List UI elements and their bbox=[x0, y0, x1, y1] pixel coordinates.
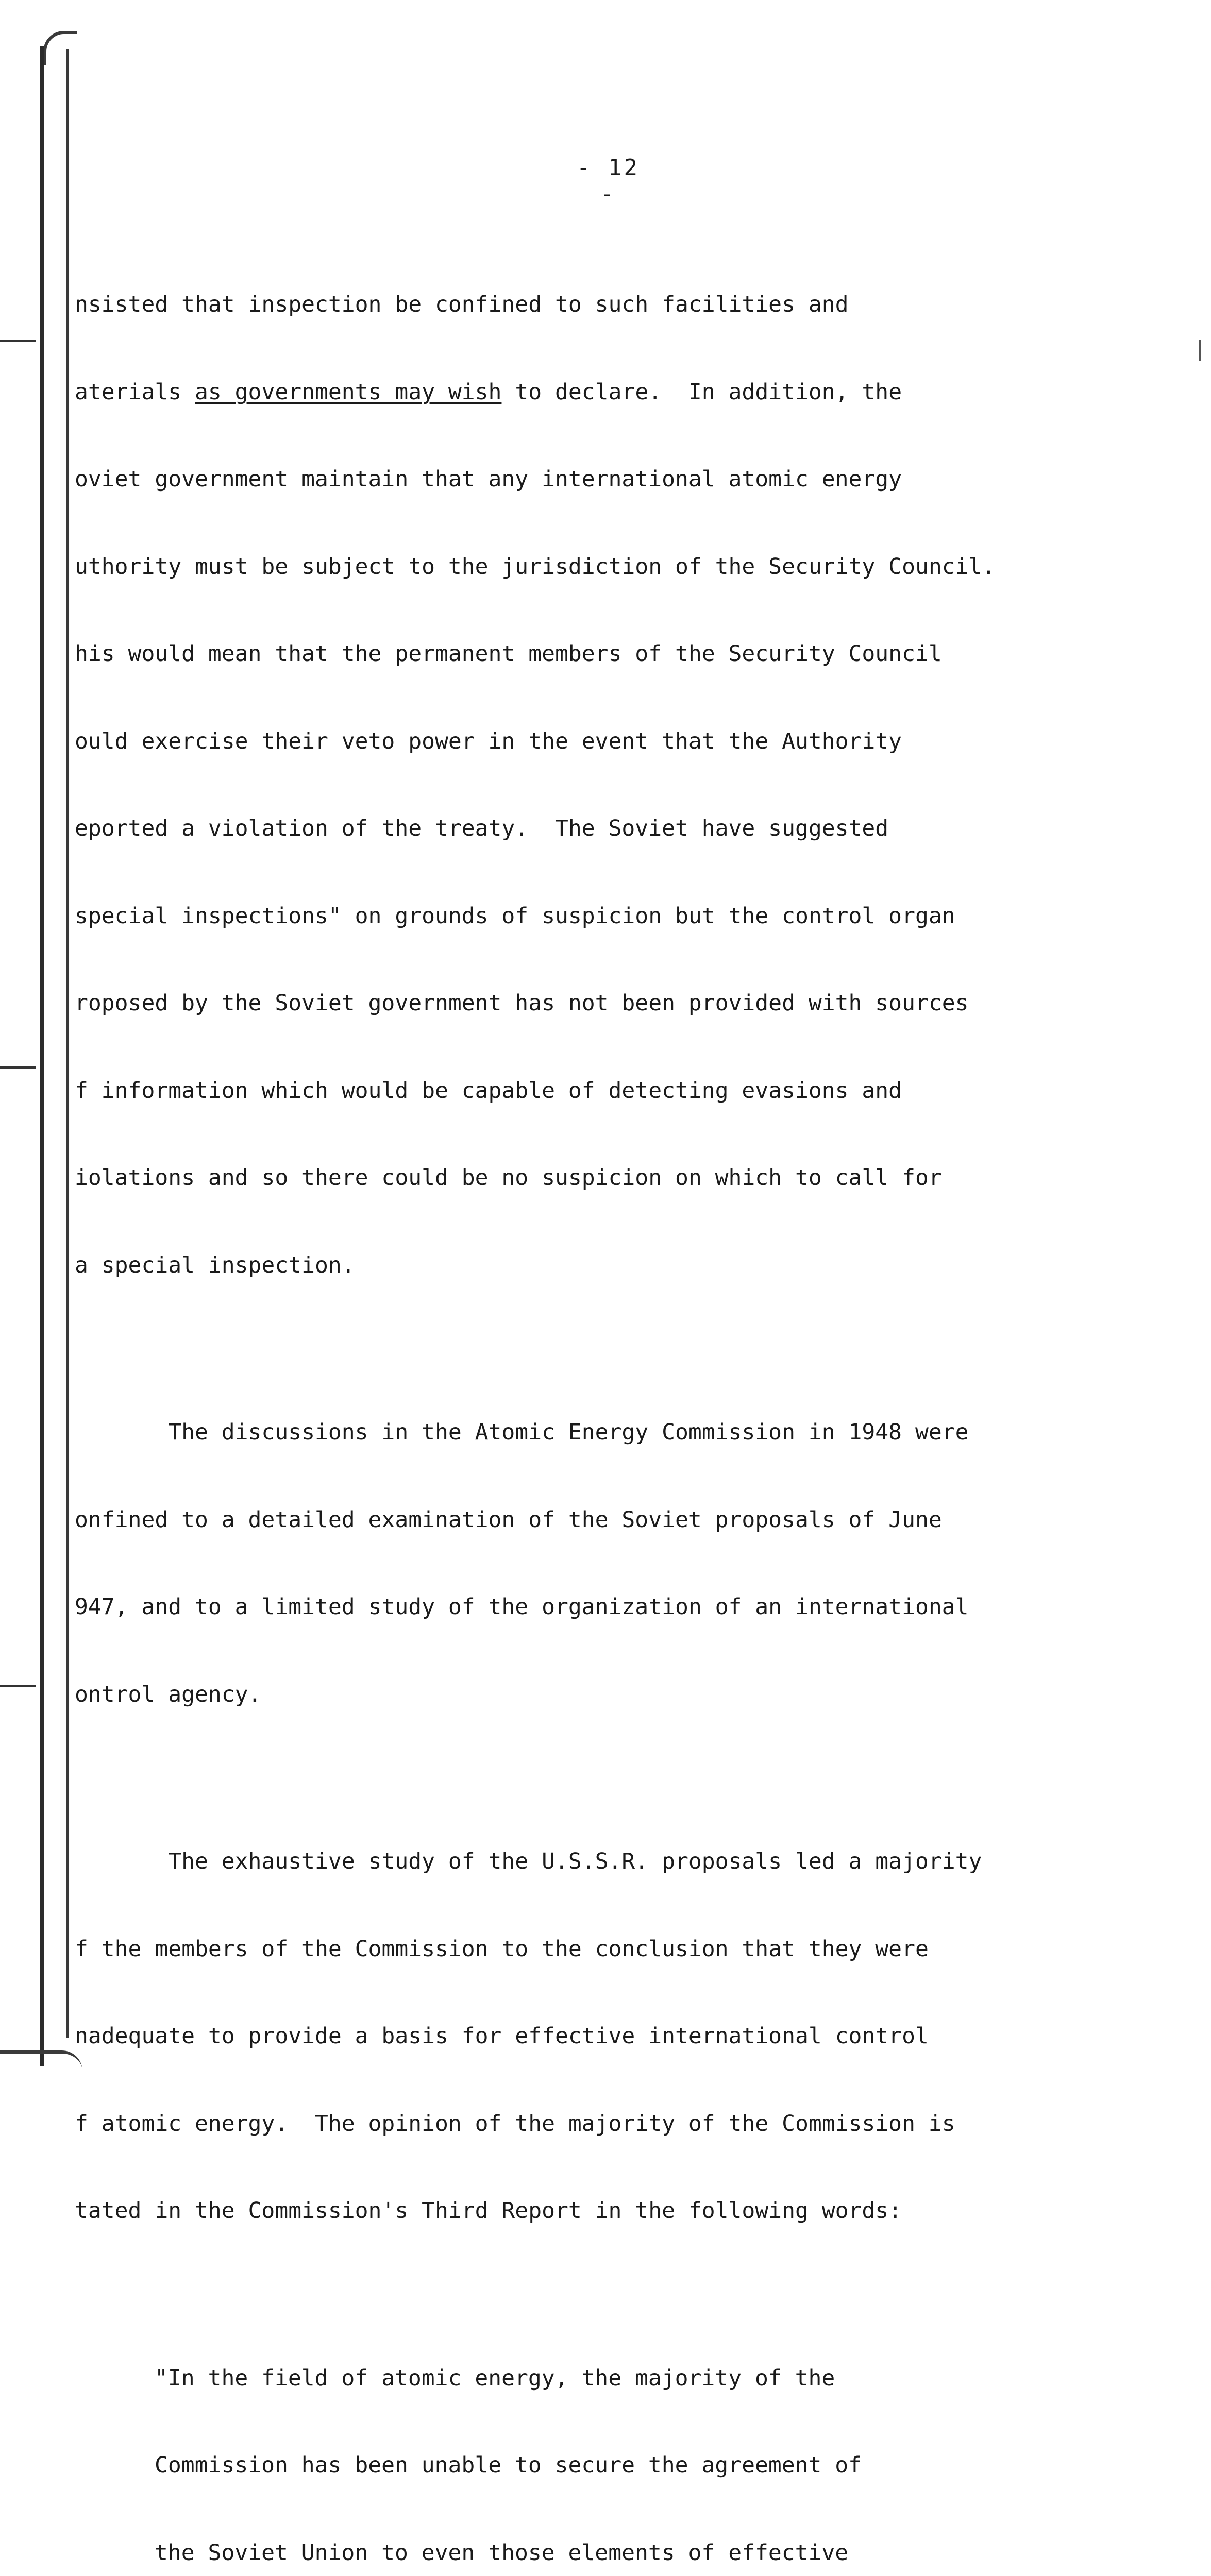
text-line: onfined to a detailed examination of the Soviet proposals of June bbox=[75, 1505, 1183, 1535]
underlined-phrase: as governments may wish bbox=[195, 379, 501, 405]
text-line: f information which would be capable of detecting evasions and bbox=[75, 1076, 1183, 1106]
text-line: tated in the Commission's Third Report in the following words: bbox=[75, 2196, 1183, 2226]
document-body bbox=[75, 232, 1183, 2576]
text-line: a special inspection. bbox=[75, 1251, 1183, 1280]
page-edge-line bbox=[40, 46, 44, 2066]
text-line: The exhaustive study of the U.S.S.R. proposals led a majority bbox=[75, 1847, 1183, 1876]
text-line: "In the field of atomic energy, the majority of the bbox=[155, 2364, 1183, 2393]
paragraph bbox=[75, 1789, 1183, 2284]
text-line: his would mean that the permanent members of the Security Council bbox=[75, 639, 1183, 669]
page-margin-line bbox=[66, 49, 69, 2038]
text-line: nsisted that inspection be confined to such facilities and bbox=[75, 290, 1183, 319]
text-line: special inspections" on grounds of suspicion but the control organ bbox=[75, 902, 1183, 931]
text-line: f atomic energy. The opinion of the majority of the Commission is bbox=[75, 2109, 1183, 2139]
margin-rule bbox=[0, 340, 36, 342]
block-quote bbox=[75, 2306, 1183, 2576]
text-line: roposed by the Soviet government has not been provided with sources bbox=[75, 989, 1183, 1018]
text-line: eported a violation of the treaty. The Soviet have suggested bbox=[75, 814, 1183, 843]
margin-mark bbox=[1199, 340, 1201, 361]
text-line: The discussions in the Atomic Energy Commission in 1948 were bbox=[75, 1418, 1183, 1447]
page-edge-curve bbox=[43, 31, 77, 65]
text-line: the Soviet Union to even those elements of effective bbox=[155, 2538, 1183, 2568]
paragraph bbox=[75, 232, 1183, 1338]
text-line: f the members of the Commission to the conclusion that they were bbox=[75, 1935, 1183, 1964]
paragraph bbox=[75, 1360, 1183, 1767]
text-line: 947, and to a limited study of the organization of an international bbox=[75, 1592, 1183, 1622]
margin-rule bbox=[0, 1066, 36, 1069]
text-line: nadequate to provide a basis for effective international control bbox=[75, 2022, 1183, 2051]
text-line: uthority must be subject to the jurisdiction of the Security Council. bbox=[75, 552, 1183, 582]
text-line: iolations and so there could be no suspicion on which to call for bbox=[75, 1163, 1183, 1193]
text-line: ontrol agency. bbox=[75, 1680, 1183, 1709]
text-line: oviet government maintain that any international atomic energy bbox=[75, 465, 1183, 494]
text-line: ould exercise their veto power in the event that the Authority bbox=[75, 727, 1183, 756]
page-number: - 12 - bbox=[562, 155, 654, 207]
margin-rule bbox=[0, 1685, 36, 1687]
text-line: Commission has been unable to secure the agreement of bbox=[155, 2451, 1183, 2480]
page-edge-curve-bottom bbox=[0, 2050, 82, 2074]
text-line: aterials as governments may wish to declare. In addition, the bbox=[75, 378, 1183, 407]
